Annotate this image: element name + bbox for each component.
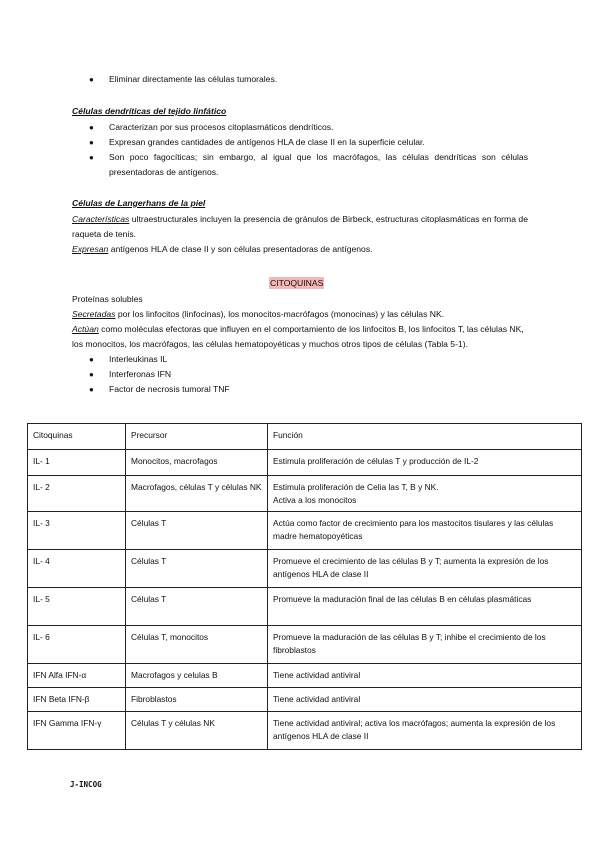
bullet-icon: ●	[89, 153, 94, 162]
table-cell: Macrofagos y celulas B	[126, 664, 268, 688]
table-row	[28, 712, 582, 750]
bullet-icon: ●	[89, 75, 94, 84]
table-cell: Células T y células NK	[126, 712, 268, 750]
intro-section	[72, 72, 528, 87]
table-row	[28, 476, 582, 512]
langerhans-section	[72, 196, 528, 257]
table-cell: IL- 1	[28, 450, 126, 476]
table-header-row	[28, 424, 582, 450]
table-row	[28, 688, 582, 712]
table-cell: IL- 4	[28, 550, 126, 588]
table-cell: Estimula proliferación de células T y producción de IL-2	[268, 450, 582, 476]
list-item: ● Eliminar directamente las células tumorales.	[72, 72, 528, 87]
citoquinas-paragraph-1: Secretadas por los linfocitos (linfocinas), los monocitos-macrófagos (monocinas) y las células NK.	[72, 309, 445, 319]
table-cell: IFN Alfa IFN-α	[28, 664, 126, 688]
table-cell: IFN Gamma IFN-γ	[28, 712, 126, 750]
citoquinas-section	[72, 292, 528, 397]
bullet-icon: ●	[89, 385, 94, 394]
table-cell: Células T	[126, 588, 268, 626]
table-row	[28, 550, 582, 588]
list-item: ● Interleukinas IL	[72, 352, 528, 367]
table-cell: Células T, monocitos	[126, 626, 268, 664]
langerhans-paragraph-2: Expresan antígenos HLA de clase II y son células presentadoras de antígenos.	[72, 244, 373, 254]
bullet-icon: ●	[89, 123, 94, 132]
table-cell: Células T	[126, 550, 268, 588]
table-cell: Tiene actividad antiviral	[268, 688, 582, 712]
table-cell: Promueve la maduración final de las células B en células plasmáticas	[268, 588, 582, 626]
table-cell: IL- 6	[28, 626, 126, 664]
dendriticas-section	[72, 104, 528, 180]
langerhans-heading: Células de Langerhans de la piel	[72, 198, 206, 208]
table-cell: IL- 2	[28, 476, 126, 512]
table-row	[28, 626, 582, 664]
table-cell: Tiene actividad antiviral; activa los macrófagos; aumenta la expresión de los antígenos HLA de clase II	[268, 712, 582, 750]
table-cell: Macrofagos, células T y células NK	[126, 476, 268, 512]
table-row	[28, 664, 582, 688]
list-item: ● Expresan grandes cantidades de antígenos HLA de clase II en la superficie celular.	[72, 135, 528, 150]
table-cell: Estimula proliferación de Celia las T, B y NK. Activa a los monocitos	[268, 476, 582, 512]
table-cell: Tiene actividad antiviral	[268, 664, 582, 688]
bullet-icon: ●	[89, 370, 94, 379]
table-cell: Promueve el crecimiento de las células B y T; aumenta la expresión de los antígenos HLA de clase II	[268, 550, 582, 588]
table-cell: IL- 3	[28, 512, 126, 550]
citoquinas-table	[27, 423, 582, 750]
table-cell: Fibroblastos	[126, 688, 268, 712]
table-cell: Promueve la maduración de las células B y T; inhibe el crecimiento de los fibroblastos	[268, 626, 582, 664]
footer-label: J-INCOG	[70, 780, 102, 789]
dendriticas-heading: Células dendríticas del tejido linfático	[72, 106, 227, 116]
citoquinas-subtitle: Proteínas solubles	[72, 294, 143, 304]
bullet-icon: ●	[89, 138, 94, 147]
table-cell: Células T	[126, 512, 268, 550]
list-item: ● Son poco fagocíticas; sin embargo, al igual que los macrófagos, las células dendríticas son células presentadoras de antígenos.	[89, 152, 528, 177]
bullet-icon: ●	[89, 355, 94, 364]
table-cell: Monocitos, macrofagos	[126, 450, 268, 476]
list-item: ● Interferonas IFN	[72, 367, 528, 382]
langerhans-paragraph-1: Características ultraestructurales incluyen la presencia de gránulos de Birbeck, estructuras citoplasmáticas en forma de raqueta de tenis.	[72, 214, 528, 239]
table-header-cell: Función	[268, 424, 582, 450]
list-item: ● Factor de necrosis tumoral TNF	[72, 382, 528, 397]
table-row	[28, 450, 582, 476]
table-cell: IL- 5	[28, 588, 126, 626]
table-header-cell: Citoquinas	[28, 424, 126, 450]
citoquinas-title: CITOQUINAS	[270, 278, 324, 288]
table-cell: IFN Beta IFN-β	[28, 688, 126, 712]
citoquinas-paragraph-2: Actúan como moléculas efectoras que influyen en el comportamiento de los linfocitos B, los linfocitos T, las células NK, los monocitos, los macrófagos, las células hematopoyéticas y muchos otros tipos de células (Tabla 5-1).	[72, 324, 524, 349]
table-row	[28, 588, 582, 626]
table-header-cell: Precursor	[126, 424, 268, 450]
list-item: ● Caracterizan por sus procesos citoplasmáticos dendríticos.	[72, 120, 528, 135]
table-cell: Actúa como factor de crecimiento para los mastocitos tisulares y las células madre hematopoyéticas	[268, 512, 582, 550]
table-row	[28, 512, 582, 550]
